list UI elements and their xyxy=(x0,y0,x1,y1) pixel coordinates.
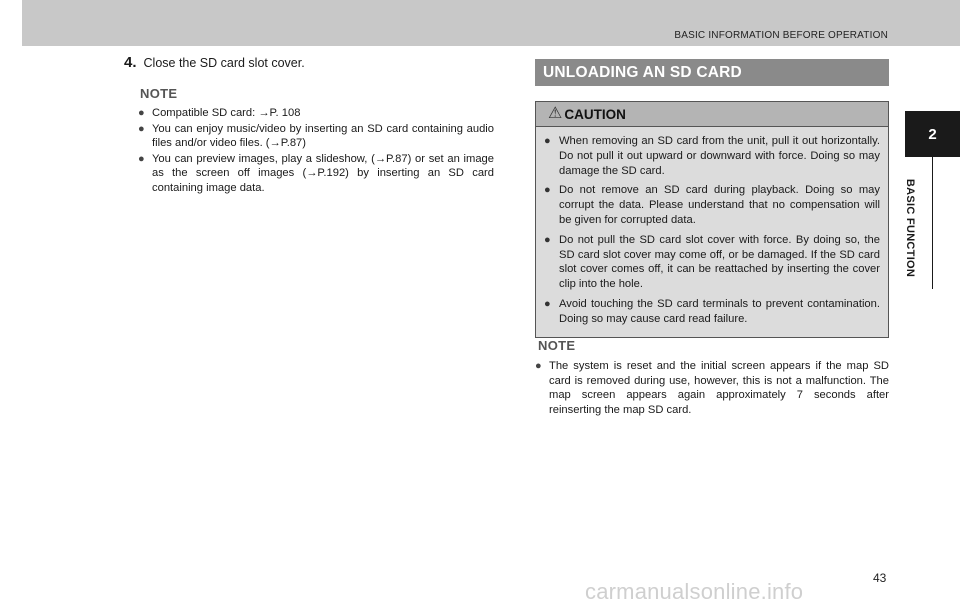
left-column xyxy=(124,54,494,196)
note-heading: NOTE xyxy=(140,86,178,101)
header-section-title: BASIC INFORMATION BEFORE OPERATION xyxy=(674,30,888,41)
right-note xyxy=(535,338,889,418)
step-number: 4. xyxy=(124,54,137,71)
step-item xyxy=(124,54,494,71)
warning-triangle-icon: ⚠ xyxy=(548,105,563,122)
note-list xyxy=(124,106,494,195)
chapter-title: BASIC FUNCTION xyxy=(904,178,916,278)
caution-item: ● Avoid touching the SD card terminals to prevent contamination. Doing so may cause card read failure. xyxy=(540,297,880,327)
caution-item: ● Do not pull the SD card slot cover with force. By doing so, the SD card slot cover may come off, or be damaged. If the SD card slot cover comes off, it can be reattached by inserting the cover clip into the hole. xyxy=(540,233,880,292)
note-item: ● You can enjoy music/video by inserting an SD card containing audio files and/or video files. (→P.87) xyxy=(138,122,494,151)
note-item: ● You can preview images, play a slideshow, (→P.87) or set an image as the screen off images (→P.192) by inserting an SD card containing image data. xyxy=(138,152,494,196)
caution-header xyxy=(536,102,888,127)
chapter-title-vertical xyxy=(887,178,933,278)
note-list xyxy=(535,359,889,417)
page-number: 43 xyxy=(873,571,887,585)
section-heading: UNLOADING AN SD CARD xyxy=(535,59,889,86)
caution-title: CAUTION xyxy=(564,106,626,122)
chapter-number-tab: 2 xyxy=(905,111,960,157)
note-item: ● The system is reset and the initial screen appears if the map SD card is removed during use, however, this is not a malfunction. The map screen appears again approximately 7 seconds after reinserting the map SD card. xyxy=(535,359,889,417)
step-text: Close the SD card slot cover. xyxy=(143,56,305,70)
right-column xyxy=(535,59,889,338)
caution-item: ● When removing an SD card from the unit, pull it out horizontally. Do not pull it out upward or downward with force. Doing so may damage the SD card. xyxy=(540,134,880,178)
note-heading: NOTE xyxy=(538,338,576,353)
caution-list xyxy=(536,127,888,337)
note-item: ● Compatible SD card: →P. 108 xyxy=(138,106,494,121)
caution-item: ● Do not remove an SD card during playback. Doing so may corrupt the data. Please understand that no compensation will be given for corrupted data. xyxy=(540,183,880,227)
watermark: carmanualsonline.info xyxy=(585,579,804,604)
caution-box xyxy=(535,101,889,338)
